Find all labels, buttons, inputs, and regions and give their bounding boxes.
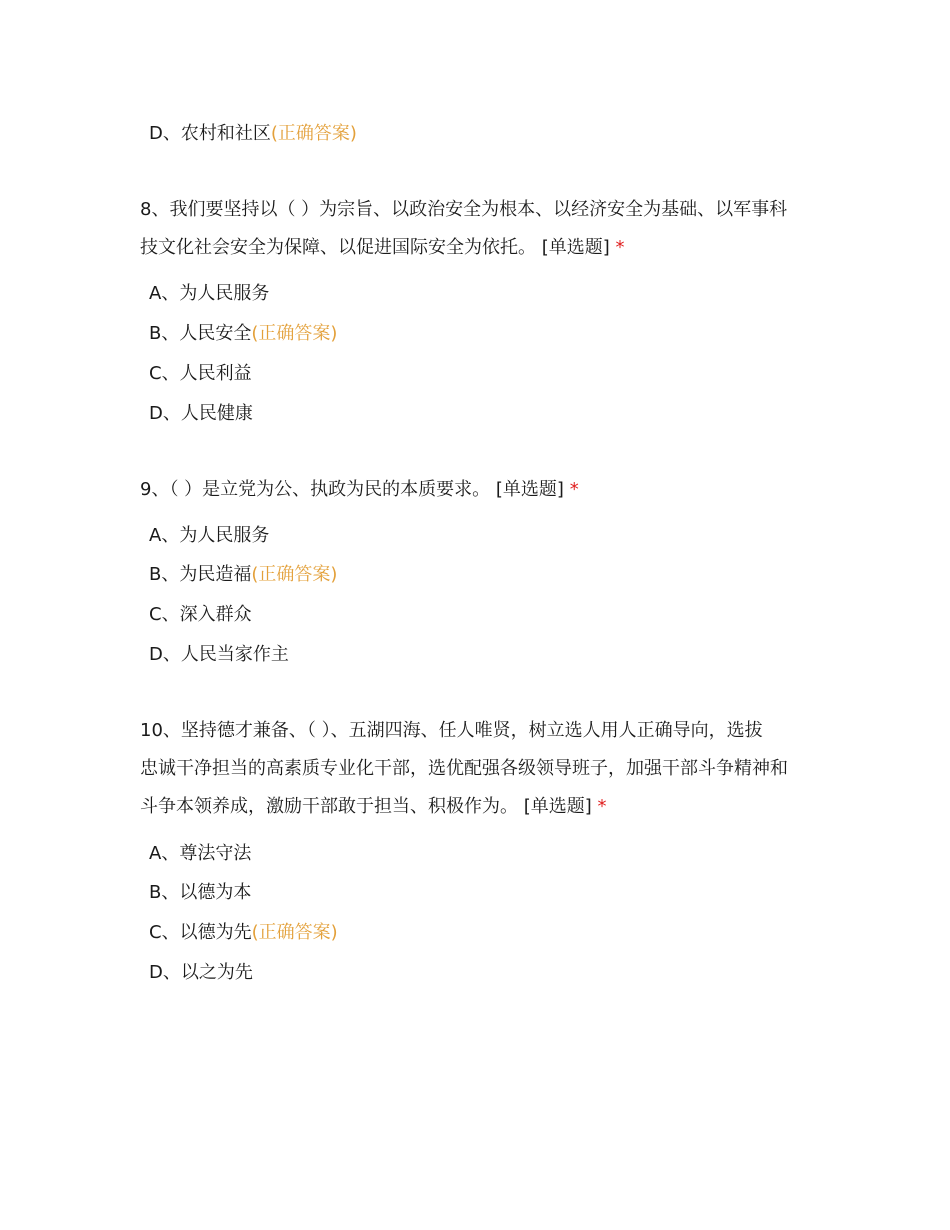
option-label: A、为人民服务 [149,283,270,304]
q9-option-a[interactable] [149,524,269,548]
correct-answer-mark: (正确答案) [251,323,338,344]
option-label: D、以之为先 [149,962,253,983]
question-10-line-3 [140,788,820,826]
option-label: B、以德为本 [149,882,252,903]
question-10 [140,712,820,826]
question-type-tag: [单选题] [495,479,564,500]
correct-answer-mark: (正确答案) [251,922,338,943]
q10-option-d[interactable] [149,961,253,985]
option-label: D、人民健康 [149,403,253,424]
option-label: C、深入群众 [149,604,252,625]
q8-option-a[interactable] [149,282,269,306]
q10-option-a[interactable] [149,842,251,866]
option-label: B、为民造福 [149,564,252,585]
q8-option-d[interactable] [149,402,253,426]
option-label: B、人民安全 [149,323,252,344]
question-9 [140,471,820,509]
question-8-line-1: 8、我们要坚持以（ ）为宗旨、以政治安全为根本、以经济安全为基础、以军事科 [140,199,788,220]
question-10-line-2: 忠诚干净担当的高素质专业化干部，选优配强各级领导班子，加强干部斗争精神和 [140,758,788,779]
question-8-line-2-text: 技文化社会安全为保障、以促进国际安全为依托。 [140,237,536,258]
question-8-line-2 [140,229,820,267]
option-label: C、以德为先 [149,922,252,943]
option-label: D、人民当家作主 [149,644,289,665]
question-8 [140,191,820,267]
required-star: * [615,237,625,258]
q9-option-d[interactable] [149,643,289,667]
correct-answer-mark: (正确答案) [251,564,338,585]
question-9-line-1-text: 9、（ ）是立党为公、执政为民的本质要求。 [140,479,491,500]
q10-option-c[interactable] [149,921,338,945]
option-label: D、农村和社区 [149,123,271,144]
correct-answer-mark: (正确答案) [270,123,357,144]
option-label: A、为人民服务 [149,525,270,546]
required-star: * [597,796,607,817]
option-label: A、尊法守法 [149,843,252,864]
q8-option-b[interactable] [149,322,337,346]
q7-option-d [149,122,357,146]
q9-option-b[interactable] [149,563,337,587]
question-10-line-3-text: 斗争本领养成，激励干部敢于担当、积极作为。 [140,796,518,817]
q9-option-c[interactable] [149,603,252,627]
q10-option-b[interactable] [149,881,251,905]
question-type-tag: [单选题] [541,237,610,258]
question-10-line-1: 10、坚持德才兼备、（ ）、五湖四海、任人唯贤，树立选人用人正确导向，选拔 [140,720,763,741]
option-label: C、人民利益 [149,363,252,384]
question-type-tag: [单选题] [523,796,592,817]
required-star: * [569,479,579,500]
q8-option-c[interactable] [149,362,252,386]
question-9-line-1 [140,471,820,509]
